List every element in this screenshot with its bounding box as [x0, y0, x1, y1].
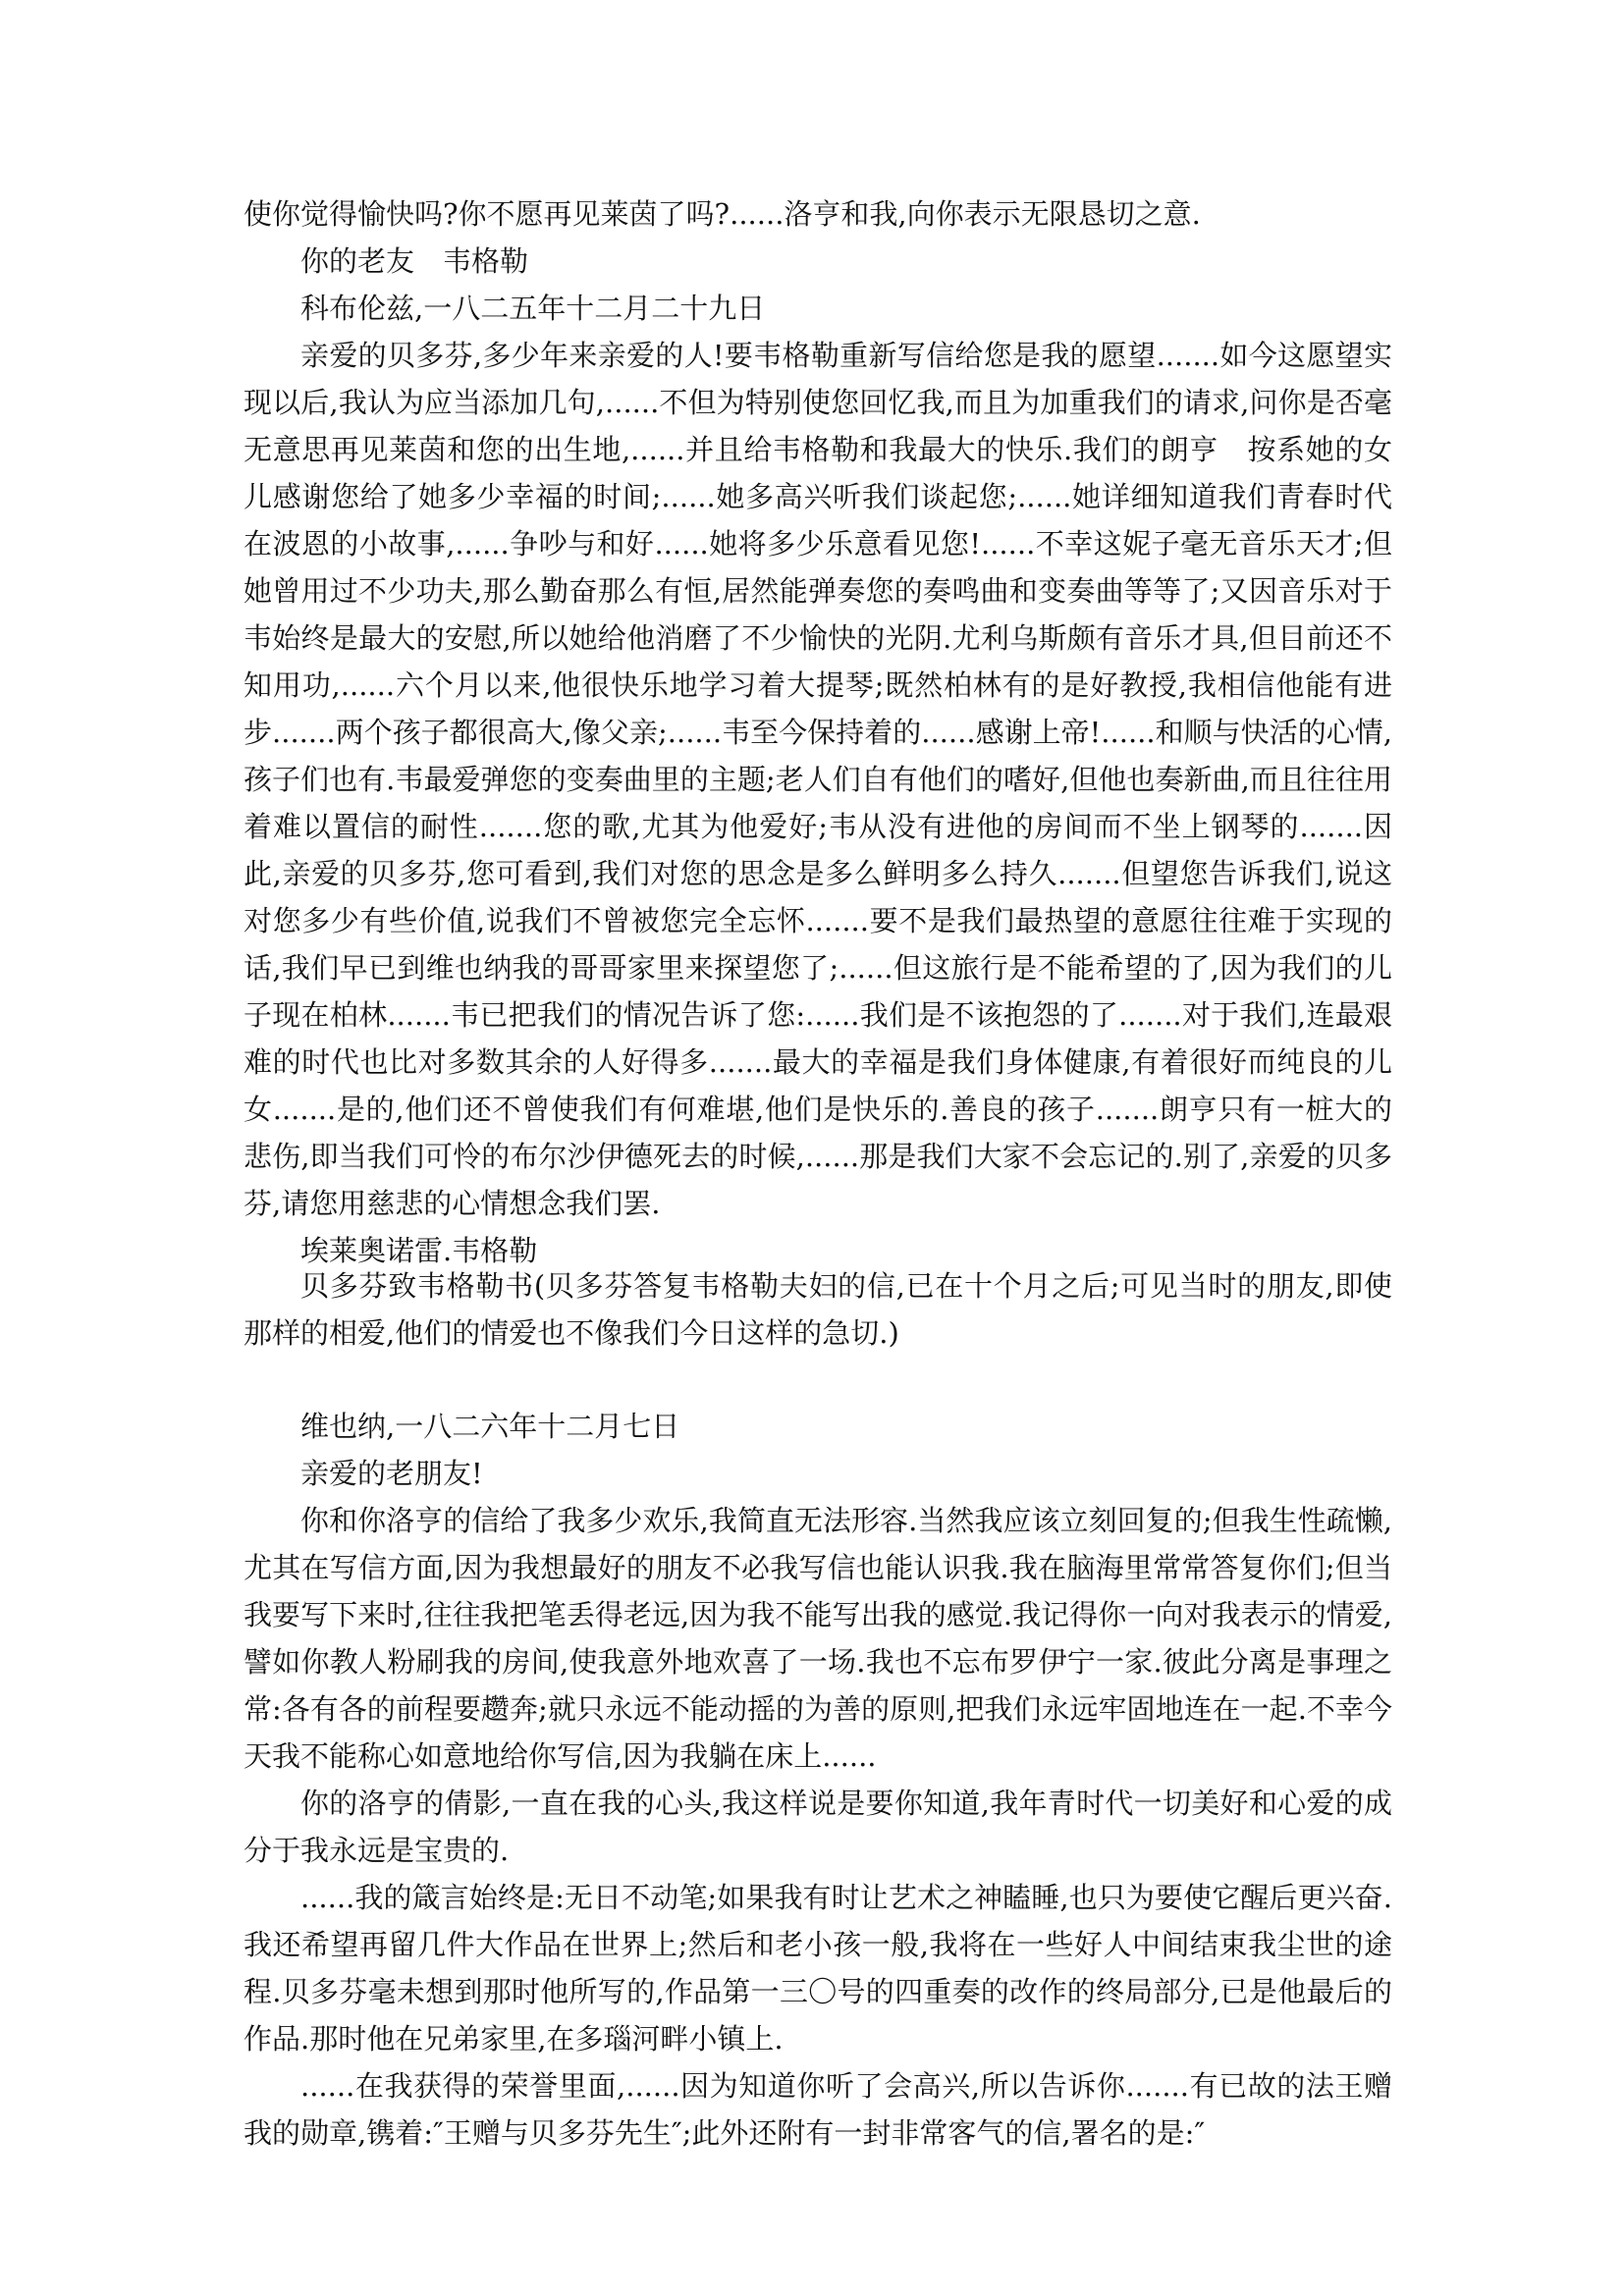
letter-continuation: 使你觉得愉快吗?你不愿再见莱茵了吗?......洛亨和我,向你表示无限恳切之意. [244, 197, 1201, 231]
eleonore-letter-dateline: 科布伦兹,一八二五年十二月二十九日 [300, 292, 766, 325]
reply-dateline: 维也纳,一八二六年十二月七日 [300, 1410, 680, 1443]
reply-salutation: 亲爱的老朋友! [300, 1457, 483, 1490]
reply-paragraph-1: 你和你洛亨的信给了我多少欢乐,我简直无法形容.当然我应该立刻回复的;但我生性疏懒,尤其在写信方面,因为我想最好的朋友不必我写信也能认识我.我在脑海里常常答复你们;但当我要写下来时,往往我把笔丢得老远,因为我不能写出我的感觉.我记得你一向对我表示的情爱,譬如你教人粉刷我的房间,使我意外地欢喜了一场.我也不忘布罗伊宁一家.彼此分离是事理之常:各有各的前程要趱奔;就只永远不能动摇的为善的原则,把我们永远牢固地连在一起.不幸今天我不能称心如意地给你写信,因为我躺在床上...... [244, 1504, 1392, 1773]
wegeler-letter-section [244, 190, 1392, 1274]
reply-heading-section [244, 1262, 1392, 1357]
reply-paragraph-2: 你的洛亨的倩影,一直在我的心头,我这样说是要你知道,我年青时代一切美好和心爱的成分于我永远是宝贵的. [244, 1787, 1392, 1867]
reply-paragraph-3: ......我的箴言始终是:无日不动笔;如果我有时让艺术之神瞌睡,也只为要使它醒后更兴奋.我还希望再留几件大作品在世界上;然后和老小孩一般,我将在一些好人中间结束我尘世的途程.贝多芬毫未想到那时他所写的,作品第一三〇号的四重奏的改作的终局部分,已是他最后的作品.那时他在兄弟家里,在多瑙河畔小镇上. [244, 1881, 1392, 2056]
wegeler-signature: 你的老友 韦格勒 [300, 244, 529, 278]
reply-paragraph-4: ......在我获得的荣誉里面,......因为知道你听了会高兴,所以告诉你.......有已故的法王赠我的勋章,镌着:″王赠与贝多芬先生″;此外还附有一封非常客气的信,署名的是:″ [244, 2069, 1392, 2150]
eleonore-signature: 埃莱奥诺雷.韦格勒 [300, 1234, 538, 1267]
eleonore-letter-body: 亲爱的贝多芬,多少年来亲爱的人!要韦格勒重新写信给您是我的愿望.......如今这愿望实现以后,我认为应当添加几句,......不但为特别使您回忆我,而且为加重我们的请求,问你是否毫无意思再见莱茵和您的出生地,......并且给韦格勒和我最大的快乐.我们的朗亨 按系她的女儿感谢您给了她多少幸福的时间;......她多高兴听我们谈起您;......她详细知道我们青春时代在波恩的小故事,......争吵与和好......她将多少乐意看见您!......不幸这妮子毫无音乐天才;但她曾用过不少功夫,那么勤奋那么有恒,居然能弹奏您的奏鸣曲和变奏曲等等了;又因音乐对于韦始终是最大的安慰,所以她给他消磨了不少愉快的光阴.尤利乌斯颇有音乐才具,但目前还不知用功,......六个月以来,他很快乐地学习着大提琴;既然柏林有的是好教授,我相信他能有进步.......两个孩子都很高大,像父亲;......韦至今保持着的......感谢上帝!......和顺与快活的心情,孩子们也有.韦最爱弹您的变奏曲里的主题;老人们自有他们的嗜好,但他也奏新曲,而且往往用着难以置信的耐性.......您的歌,尤其为他爱好;韦从没有进他的房间而不坐上钢琴的.......因此,亲爱的贝多芬,您可看到,我们对您的思念是多么鲜明多么持久.......但望您告诉我们,说这对您多少有些价值,说我们不曾被您完全忘怀.......要不是我们最热望的意愿往往难于实现的话,我们早已到维也纳我的哥哥家里来探望您了;......但这旅行是不能希望的了,因为我们的儿子现在柏林.......韦已把我们的情况告诉了您:......我们是不该抱怨的了.......对于我们,连最艰难的时代也比对多数其余的人好得多.......最大的幸福是我们身体健康,有着很好而纯良的儿女.......是的,他们还不曾使我们有何难堪,他们是快乐的.善良的孩子.......朗亨只有一桩大的悲伤,即当我们可怜的布尔沙伊德死去的时候,......那是我们大家不会忘记的.别了,亲爱的贝多芬,请您用慈悲的心情想念我们罢. [244, 339, 1392, 1220]
reply-heading: 贝多芬致韦格勒书(贝多芬答复韦格勒夫妇的信,已在十个月之后;可见当时的朋友,即使那样的相爱,他们的情爱也不像我们今日这样的急切.) [244, 1269, 1392, 1350]
beethoven-reply-section [244, 1403, 1392, 2157]
